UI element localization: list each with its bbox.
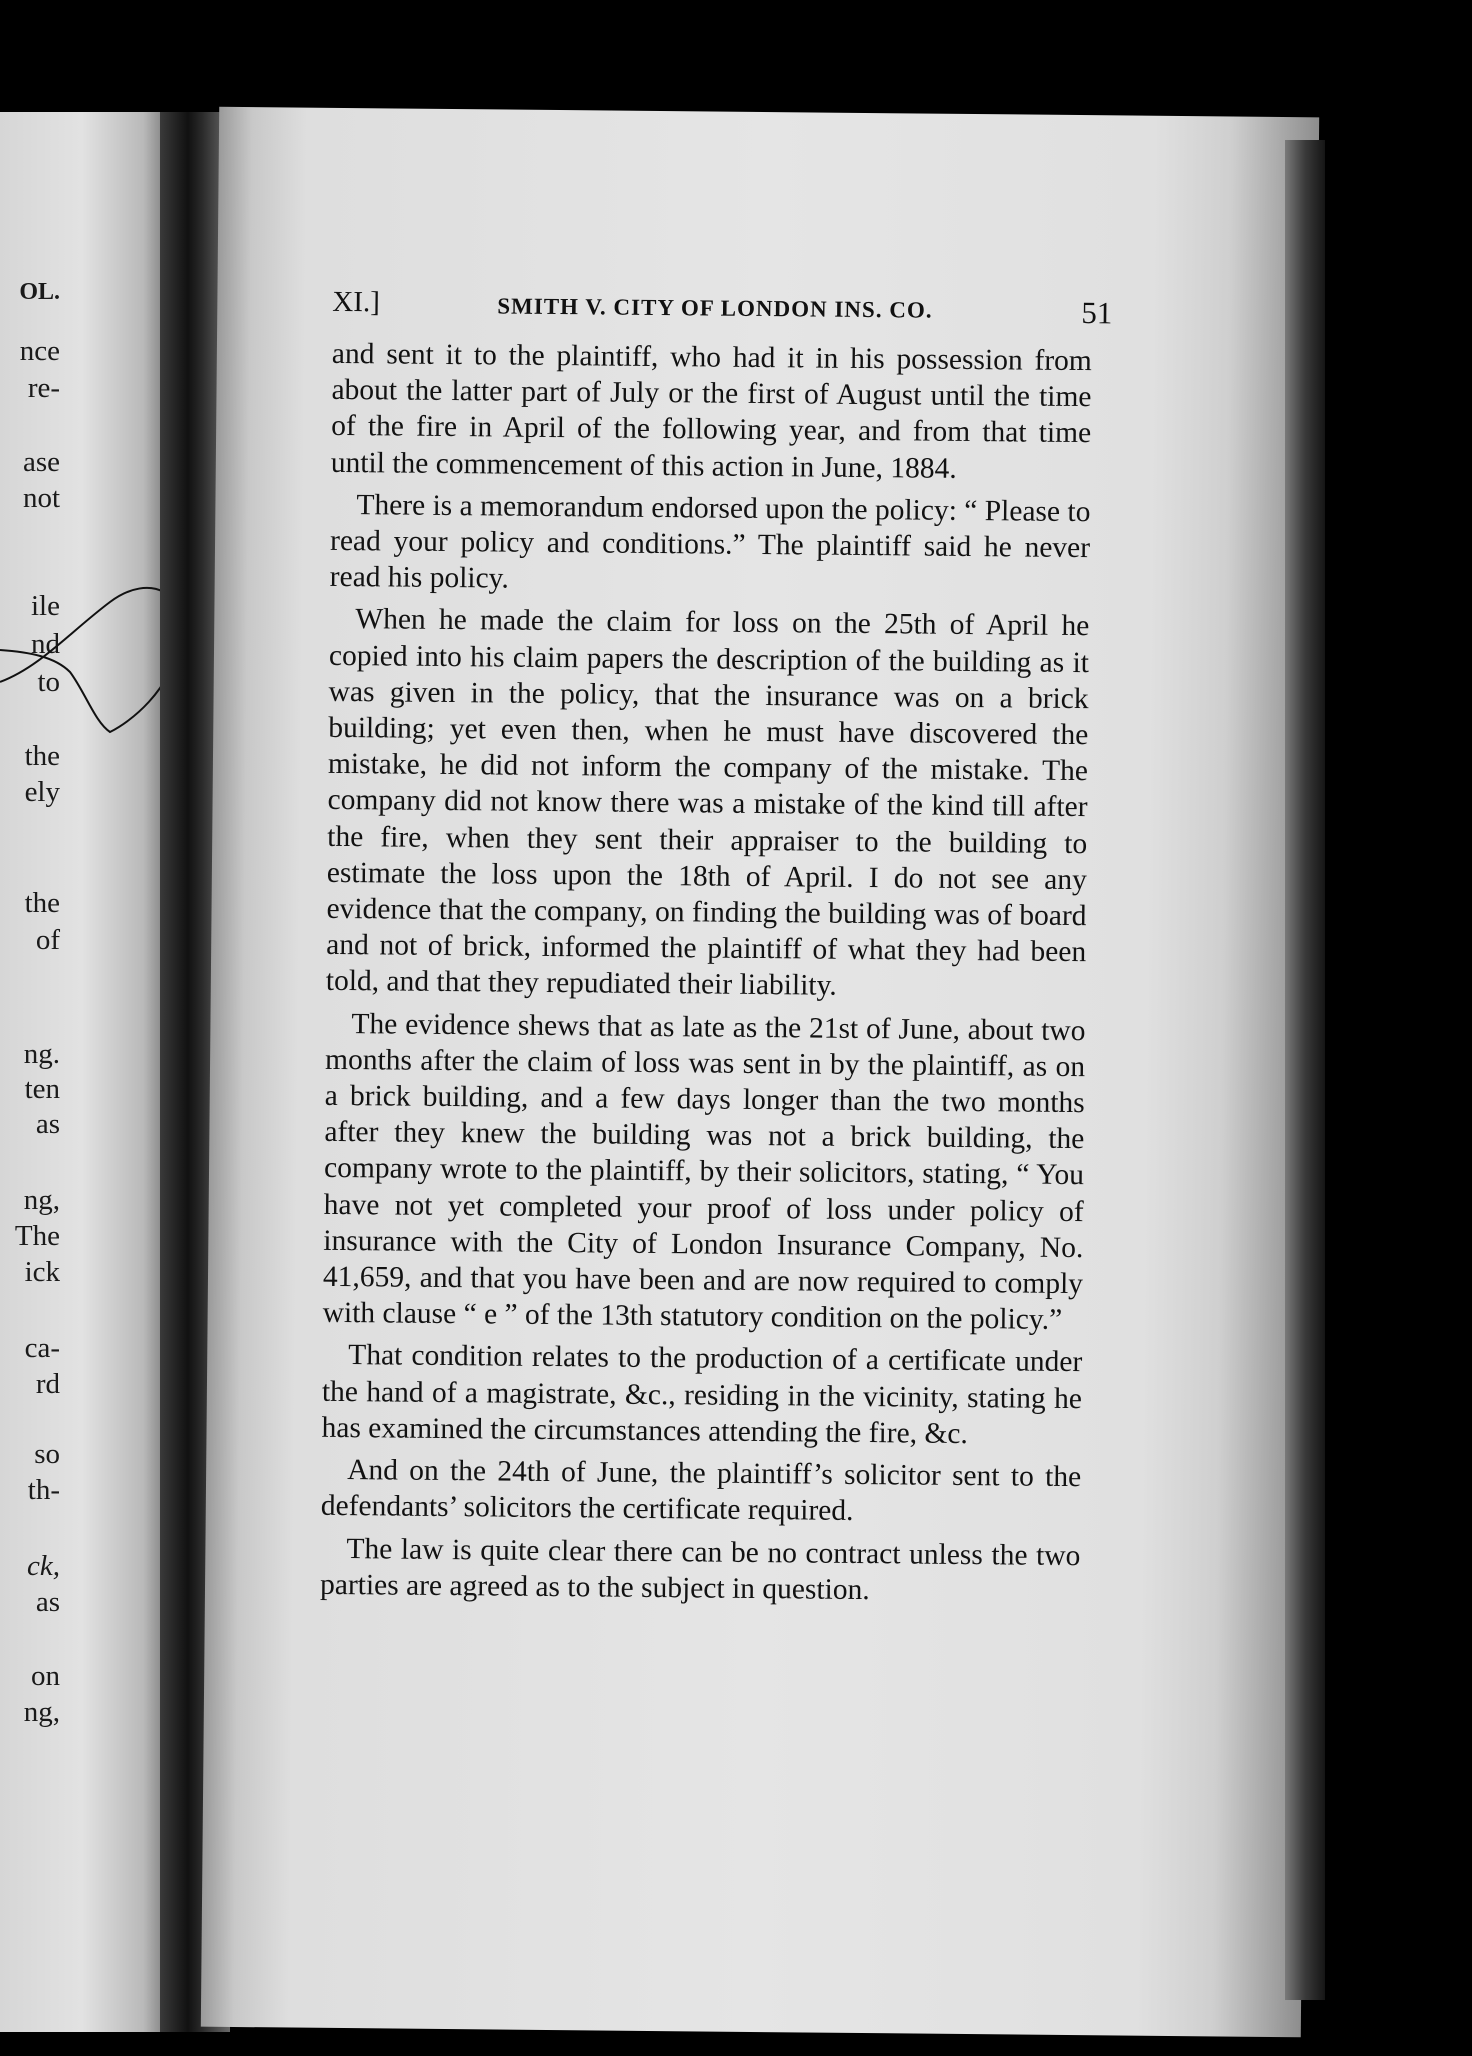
paragraph: The law is quite clear there can be no contract unless the two parties are agreed as to the subject in question.	[319, 1532, 1081, 1606]
page-edge-shadow	[1285, 140, 1325, 2000]
left-fragment: the	[24, 740, 60, 772]
left-fragment: ng,	[23, 1696, 60, 1728]
left-fragment: to	[37, 666, 60, 698]
left-fragment: as	[35, 1108, 60, 1140]
left-fragment: nce	[19, 335, 60, 367]
left-fragment: th-	[27, 1474, 60, 1506]
left-fragment: ely	[24, 776, 60, 808]
page-number: 51	[1081, 295, 1113, 331]
left-fragment: re-	[27, 372, 60, 404]
paragraph: When he made the claim for loss on the 25th of April he copied into his claim papers the description of the building as it was given in the policy, that the insurance was on a brick building; yet even then, when he must have discovered the mistake, he did not inform the company of the mistake. The company did not know there was a mistake of the kind till after the fire, when they sent their appraiser to the building to estimate the loss upon the 18th of April. I do not see any evidence that the company, on finding the building was of board and not of brick, informed the plaintiff of what they had been told, and that they repudiated their liability.	[325, 603, 1090, 1003]
left-fragment: not	[22, 482, 60, 514]
paragraph: The evidence shews that as late as the 21st of June, about two months after the claim of loss was sent in by the plaintiff, as on a brick building, and a few days longer than the two months after they knew the building was not a brick building, the company wrote to the plaintiff, by their solicitors, stating, “ You have not yet completed your proof of loss under policy of insurance with the City of London Insurance Company, No. 41,659, and that you have been and are now required to comply with clause “ e ” of the 13th statutory condition on the policy.”	[322, 1007, 1086, 1337]
left-fragment: ng.	[23, 1038, 60, 1070]
left-fragment: ng,	[23, 1184, 60, 1216]
paragraph: And on the 24th of June, the plaintiff’s solicitor sent to the defendants’ solicitors the certificate required.	[320, 1454, 1082, 1528]
left-fragment: ick	[24, 1256, 60, 1288]
left-fragment: on	[31, 1660, 60, 1692]
left-fragment: rd	[35, 1368, 60, 1400]
paragraph: and sent it to the plaintiff, who had it in his possession from about the latter part of July or the first of August until the time of the fire in April of the following year, and from that time until the commencement of this action in June, 1884.	[330, 337, 1092, 485]
paragraph: There is a memorandum endorsed upon the policy: “ Please to read your policy and conditions.” The plaintiff said he never read his policy.	[329, 488, 1091, 595]
left-fragment: nd	[31, 628, 60, 660]
left-fragment: ase	[22, 446, 60, 478]
left-fragment: so	[34, 1438, 60, 1470]
running-head	[332, 285, 1113, 333]
left-fragment: ca-	[24, 1332, 60, 1364]
left-fragment: ten	[24, 1073, 60, 1105]
running-title: SMITH V. CITY OF LONDON INS. CO.	[497, 293, 933, 323]
paragraph: That condition relates to the production of a certificate under the hand of a magistrate, &c., residing in the vicinity, stating he has examined the circumstances attending the fire, &c.	[321, 1339, 1083, 1450]
left-fragment: The	[14, 1220, 60, 1252]
document-page	[201, 107, 1319, 2037]
body-text	[320, 336, 1092, 1616]
left-fragment: the	[24, 887, 60, 919]
left-fragment: ile	[31, 590, 60, 622]
volume-mark: XI.]	[332, 285, 381, 319]
left-fragment: OL.	[19, 279, 60, 305]
left-fragment: as	[35, 1586, 60, 1618]
left-fragment: ck,	[27, 1550, 60, 1582]
left-fragment: of	[35, 924, 60, 956]
